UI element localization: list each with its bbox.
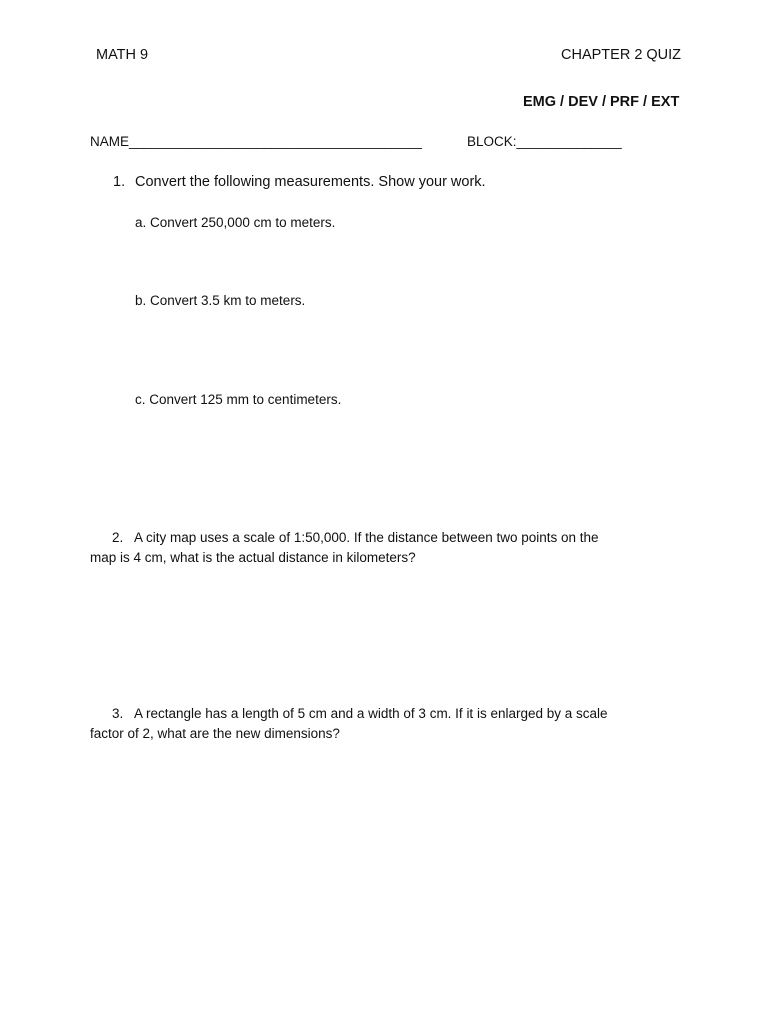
block-label: BLOCK: — [467, 134, 517, 149]
question-3 — [90, 704, 670, 744]
question-1-prompt: Convert the following measurements. Show your work. — [135, 174, 486, 190]
level-codes: EMG / DEV / PRF / EXT — [523, 94, 680, 110]
question-1c: c. Convert 125 mm to centimeters. — [135, 392, 342, 407]
name-field[interactable] — [90, 134, 422, 149]
block-field[interactable] — [467, 134, 622, 149]
quiz-title: CHAPTER 2 QUIZ — [561, 47, 682, 63]
block-blank-line: ______________ — [516, 134, 622, 149]
question-2 — [90, 528, 670, 568]
question-2-line-2: map is 4 cm, what is the actual distance in kilometers? — [90, 550, 416, 565]
question-1b: b. Convert 3.5 km to meters. — [135, 293, 306, 308]
question-3-line-2: factor of 2, what are the new dimensions? — [90, 726, 340, 741]
name-blank-line: _______________________________________ — [129, 134, 422, 149]
course-title: MATH 9 — [96, 47, 149, 63]
question-1 — [113, 174, 486, 190]
question-1a: a. Convert 250,000 cm to meters. — [135, 215, 336, 230]
question-2-number: 2. — [112, 530, 124, 545]
question-2-line-1: A city map uses a scale of 1:50,000. If the distance between two points on the — [134, 530, 599, 545]
question-1-number: 1. — [113, 174, 126, 190]
name-label: NAME — [90, 134, 130, 149]
question-3-line-1: A rectangle has a length of 5 cm and a width of 3 cm. If it is enlarged by a scale — [134, 706, 608, 721]
question-3-number: 3. — [112, 706, 124, 721]
